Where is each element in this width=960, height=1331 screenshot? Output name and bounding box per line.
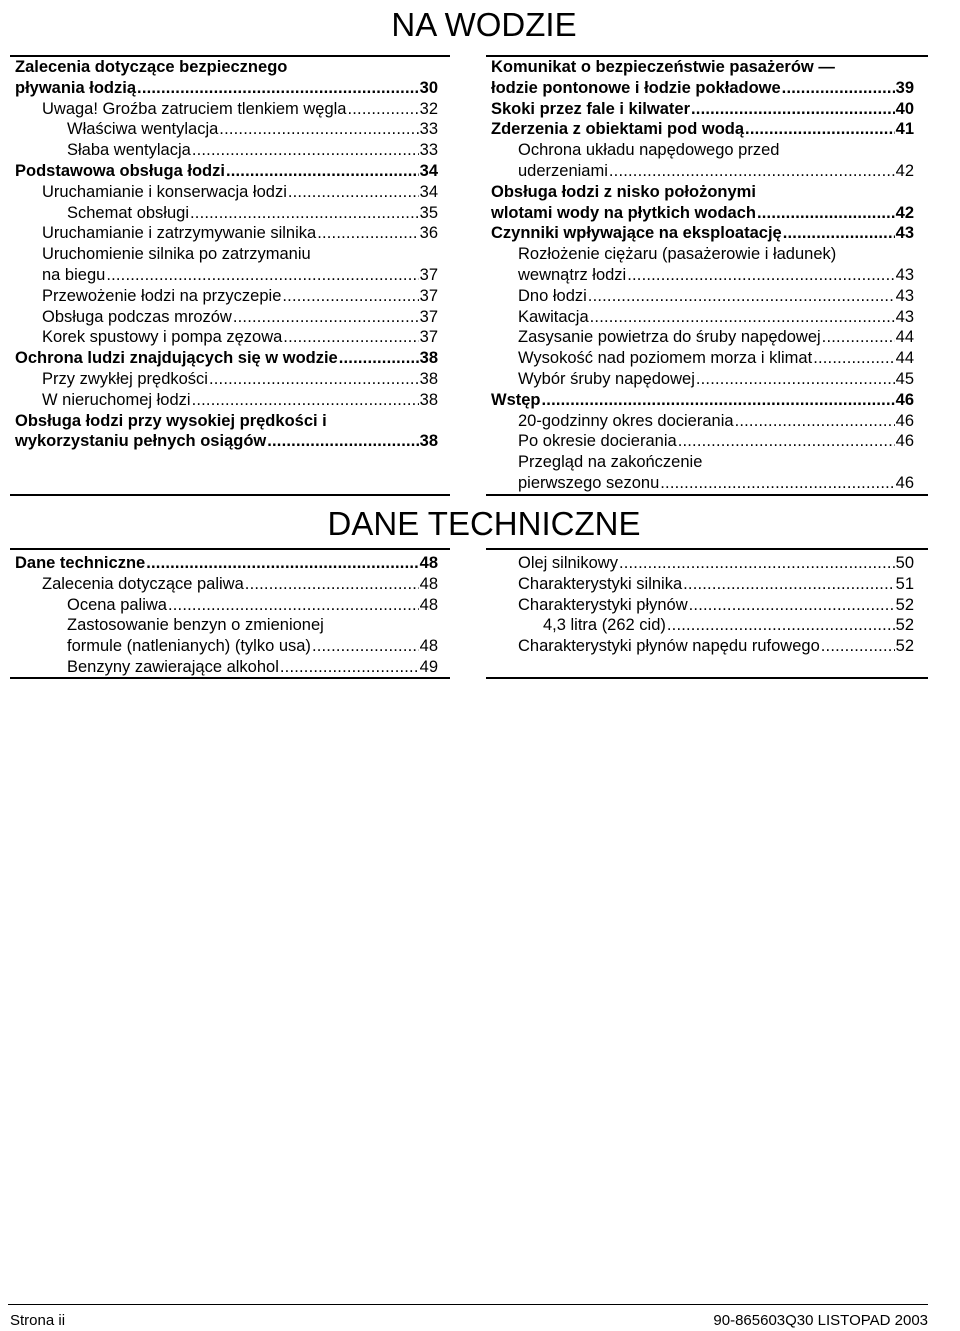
toc-entry[interactable] (491, 615, 914, 636)
toc-entry-heading-line: Uruchomienie silnika po zatrzymaniu (42, 245, 311, 264)
toc-dot-leader (757, 203, 895, 224)
toc-entry[interactable] (491, 473, 914, 494)
toc-entry[interactable] (491, 161, 914, 182)
toc-entry[interactable] (491, 369, 914, 390)
toc-dot-leader (267, 431, 418, 452)
toc-entry[interactable] (491, 203, 914, 224)
toc-dot-leader (192, 140, 419, 161)
toc-entry[interactable] (491, 348, 914, 369)
toc-entry-page-number: 38 (419, 390, 438, 409)
toc-entry-title: W nieruchomej łodzi (42, 390, 191, 409)
toc-entry-title: Korek spustowy i pompa zęzowa (42, 328, 283, 347)
toc-dot-leader (219, 119, 418, 140)
toc-entry-title: łodzie pontonowe i łodzie pokładowe (491, 78, 781, 97)
toc-entry[interactable] (15, 99, 438, 120)
toc-entry[interactable] (15, 390, 438, 411)
toc-dot-leader (106, 265, 418, 286)
toc-entry-title: Po okresie docierania (518, 432, 677, 451)
toc-dot-leader (245, 574, 419, 595)
toc-entry-title: Kawitacja (518, 307, 589, 326)
toc-entry-page-number: 33 (419, 120, 438, 139)
toc-entry-title: uderzeniami (518, 161, 608, 180)
toc-dot-leader (691, 99, 895, 120)
toc-entry-heading-line: Przegląd na zakończenie (518, 453, 703, 472)
toc-dot-leader (627, 265, 894, 286)
toc-dot-leader (168, 595, 419, 616)
toc-entry-title: Uruchamianie i zatrzymywanie silnika (42, 224, 317, 243)
toc-entry-page-number: 52 (895, 637, 914, 656)
toc-entry-title: Słaba wentylacja (67, 141, 191, 160)
toc-entry-title: Charakterystyki silnika (518, 574, 683, 593)
toc-entry[interactable] (491, 119, 914, 140)
toc-entry-page-number: 37 (419, 286, 438, 305)
toc-entry-heading-line: Obsługa łodzi przy wysokiej prędkości i (15, 411, 327, 430)
toc-entry-page-number: 43 (895, 224, 914, 243)
toc-dot-leader (312, 636, 419, 657)
toc-entry-page-number: 35 (419, 203, 438, 222)
toc-column-na-wodzie-right (491, 57, 914, 494)
toc-entry-page-number: 34 (419, 161, 438, 180)
toc-entry[interactable] (15, 182, 438, 203)
toc-entry-heading-line: Komunikat o bezpieczeństwie pasażerów — (491, 58, 835, 76)
toc-dot-leader (667, 615, 895, 636)
toc-dot-leader (190, 203, 419, 224)
toc-dot-leader (821, 636, 895, 657)
toc-entry-page-number: 36 (419, 224, 438, 243)
toc-entry-page-number: 46 (895, 390, 914, 409)
toc-entry-heading-line: Zalecenia dotyczące bezpiecznego (15, 58, 288, 76)
toc-entry[interactable] (491, 553, 914, 574)
toc-dot-leader (696, 369, 895, 390)
toc-entry-title: Uruchamianie i konserwacja łodzi (42, 182, 287, 201)
toc-entry-title: Uwaga! Groźba zatruciem tlenkiem węgla (42, 99, 347, 118)
toc-entry[interactable] (15, 348, 438, 369)
toc-entry-page-number: 44 (895, 328, 914, 347)
section-rule-top-right-2 (486, 548, 928, 550)
toc-entry-page-number: 37 (419, 307, 438, 326)
toc-entry[interactable] (491, 411, 914, 432)
toc-entry-heading-line: Rozłożenie ciężaru (pasażerowie i ładunek) (518, 245, 837, 264)
toc-entry[interactable] (491, 574, 914, 595)
toc-entry[interactable] (491, 286, 914, 307)
toc-entry-page-number: 46 (895, 473, 914, 492)
footer-page-label: Strona ii (10, 1312, 66, 1329)
toc-entry-title: Olej silnikowy (518, 554, 618, 572)
toc-entry-page-number: 43 (895, 265, 914, 284)
toc-entry-page-number: 34 (419, 182, 438, 201)
toc-entry[interactable] (15, 636, 438, 657)
toc-entry-page-number: 38 (419, 369, 438, 388)
toc-entry[interactable] (15, 553, 438, 574)
toc-entry-page-number: 30 (419, 78, 438, 97)
toc-entry-page-number: 50 (895, 554, 914, 572)
toc-dot-leader (146, 553, 418, 574)
toc-entry-title: Dno łodzi (518, 286, 587, 305)
toc-entry-title: Wybór śruby napędowej (518, 369, 695, 388)
toc-entry[interactable] (15, 161, 438, 182)
toc-entry-title: Przewożenie łodzi na przyczepie (42, 286, 282, 305)
toc-dot-leader (689, 595, 895, 616)
toc-dot-leader (288, 182, 419, 203)
toc-entry-page-number: 51 (895, 574, 914, 593)
toc-dot-leader (782, 78, 895, 99)
section-rule-bottom-right (486, 494, 928, 496)
toc-entry[interactable] (15, 574, 438, 595)
toc-entry-page-number: 33 (419, 141, 438, 160)
toc-entry-title: Zderzenia z obiektami pod wodą (491, 120, 745, 139)
toc-dot-leader (588, 286, 895, 307)
toc-dot-leader (542, 390, 895, 411)
toc-dot-leader (283, 327, 418, 348)
toc-entry[interactable] (491, 265, 914, 286)
toc-entry-page-number: 32 (419, 99, 438, 118)
toc-entry-title: wykorzystaniu pełnych osiągów (15, 432, 267, 451)
toc-dot-leader (347, 99, 418, 120)
toc-dot-leader (282, 286, 418, 307)
toc-dot-leader (192, 390, 419, 411)
toc-entry-title: formule (natlenianych) (tylko usa) (67, 637, 311, 656)
toc-dot-leader (619, 553, 895, 574)
toc-entry-page-number: 43 (895, 286, 914, 305)
toc-entry[interactable] (491, 223, 914, 244)
toc-dot-leader (683, 574, 895, 595)
toc-entry-page-number: 40 (895, 99, 914, 118)
toc-dot-leader (280, 657, 419, 678)
toc-entry-page-number: 44 (895, 349, 914, 368)
toc-entry-title: Zasysanie powietrza do śruby napędowej (518, 328, 821, 347)
toc-entry-title: 20-godzinny okres docierania (518, 411, 734, 430)
toc-column-dane-techniczne-right (491, 553, 914, 657)
toc-entry-title: Ocena paliwa (67, 595, 167, 614)
toc-entry-title: na biegu (42, 265, 106, 284)
section-rule-bottom-left-2 (10, 677, 450, 679)
toc-entry[interactable] (491, 78, 914, 99)
toc-entry[interactable] (15, 327, 438, 348)
toc-entry-heading-line: Zastosowanie benzyn o zmienionej (67, 616, 324, 635)
toc-dot-leader (226, 161, 419, 182)
toc-dot-leader (209, 369, 419, 390)
toc-dot-leader (137, 78, 419, 99)
toc-entry[interactable] (15, 286, 438, 307)
toc-entry[interactable] (491, 595, 914, 616)
toc-entry-title: pierwszego sezonu (518, 473, 660, 492)
toc-entry[interactable] (491, 390, 914, 411)
toc-entry-title: Skoki przez fale i kilwater (491, 99, 690, 118)
toc-entry-title: wewnątrz łodzi (518, 265, 627, 284)
toc-entry[interactable] (15, 140, 438, 161)
toc-dot-leader (660, 473, 894, 494)
toc-entry-page-number: 49 (419, 657, 438, 676)
toc-entry[interactable] (491, 327, 914, 348)
toc-entry[interactable] (15, 223, 438, 244)
toc-entry-page-number: 41 (895, 120, 914, 139)
toc-dot-leader (822, 327, 895, 348)
toc-entry[interactable] (491, 99, 914, 120)
toc-entry-page-number: 48 (419, 574, 438, 593)
toc-entry[interactable] (15, 307, 438, 328)
toc-entry[interactable] (15, 595, 438, 616)
toc-entry-title: Czynniki wpływające na eksploatację (491, 224, 782, 243)
toc-entry[interactable] (15, 119, 438, 140)
toc-entry-page-number: 42 (895, 161, 914, 180)
toc-entry-title: Przy zwykłej prędkości (42, 369, 208, 388)
toc-dot-leader (590, 307, 895, 328)
toc-entry[interactable] (15, 265, 438, 286)
toc-entry-title: Zalecenia dotyczące paliwa (42, 574, 244, 593)
toc-entry-page-number: 43 (895, 307, 914, 326)
toc-entry-page-number: 52 (895, 595, 914, 614)
toc-entry-page-number: 37 (419, 265, 438, 284)
toc-entry-page-number: 46 (895, 411, 914, 430)
toc-entry-title: Właściwa wentylacja (67, 120, 219, 139)
toc-entry-title: Charakterystyki płynów (518, 595, 688, 614)
toc-dot-leader (745, 119, 895, 140)
toc-column-na-wodzie-left (15, 57, 438, 452)
toc-dot-leader (609, 161, 895, 182)
toc-entry[interactable] (491, 307, 914, 328)
toc-entry-title: Dane techniczne (15, 554, 146, 572)
toc-entry-heading-line: Obsługa łodzi z nisko położonymi (491, 182, 756, 201)
toc-entry[interactable] (15, 431, 438, 452)
toc-entry[interactable] (15, 78, 438, 99)
toc-entry-title: wlotami wody na płytkich wodach (491, 203, 756, 222)
toc-entry-title: Obsługa podczas mrozów (42, 307, 232, 326)
toc-entry-title: Ochrona ludzi znajdujących się w wodzie (15, 349, 338, 368)
toc-dot-leader (813, 348, 894, 369)
toc-dot-leader (233, 307, 419, 328)
toc-entry-title: 4,3 litra (262 cid) (543, 616, 666, 635)
toc-entry-page-number: 38 (419, 349, 438, 368)
toc-dot-leader (339, 348, 419, 369)
toc-entry-page-number: 48 (419, 554, 438, 572)
toc-dot-leader (735, 411, 895, 432)
footer-doc-id: 90-865603Q30 LISTOPAD 2003 (713, 1312, 928, 1329)
toc-dot-leader (783, 223, 895, 244)
toc-entry[interactable] (15, 657, 438, 678)
toc-entry-title: pływania łodzią (15, 78, 137, 97)
toc-entry-heading-line: Ochrona układu napędowego przed (518, 141, 780, 160)
section-rule-top-left-2 (10, 548, 450, 550)
toc-entry[interactable] (15, 369, 438, 390)
toc-dot-leader (317, 223, 418, 244)
toc-entry-page-number: 39 (895, 78, 914, 97)
toc-entry-title: Podstawowa obsługa łodzi (15, 161, 225, 180)
toc-entry-page-number: 52 (895, 616, 914, 635)
section-rule-bottom-right-2 (486, 677, 928, 679)
toc-entry-title: Wstęp (491, 390, 541, 409)
toc-entry[interactable] (15, 203, 438, 224)
toc-entry-page-number: 48 (419, 637, 438, 656)
toc-entry-page-number: 37 (419, 328, 438, 347)
toc-entry-title: Benzyny zawierające alkohol (67, 657, 279, 676)
footer-rule (8, 1304, 928, 1305)
toc-entry-title: Schemat obsługi (67, 203, 189, 222)
toc-dot-leader (678, 431, 895, 452)
toc-column-dane-techniczne-left (15, 553, 438, 678)
toc-entry-title: Charakterystyki płynów napędu rufowego (518, 637, 820, 656)
toc-entry[interactable] (491, 636, 914, 657)
toc-entry-page-number: 46 (895, 432, 914, 451)
toc-entry-page-number: 48 (419, 595, 438, 614)
toc-entry-page-number: 42 (895, 203, 914, 222)
toc-entry-page-number: 45 (895, 369, 914, 388)
toc-entry[interactable] (491, 431, 914, 452)
toc-entry-title: Wysokość nad poziomem morza i klimat (518, 349, 813, 368)
section-rule-bottom-left (10, 494, 450, 496)
section-title-dane-techniczne: DANE TECHNICZNE (327, 505, 641, 542)
toc-entry-page-number: 38 (419, 432, 438, 451)
section-title-na-wodzie: NA WODZIE (391, 6, 577, 43)
